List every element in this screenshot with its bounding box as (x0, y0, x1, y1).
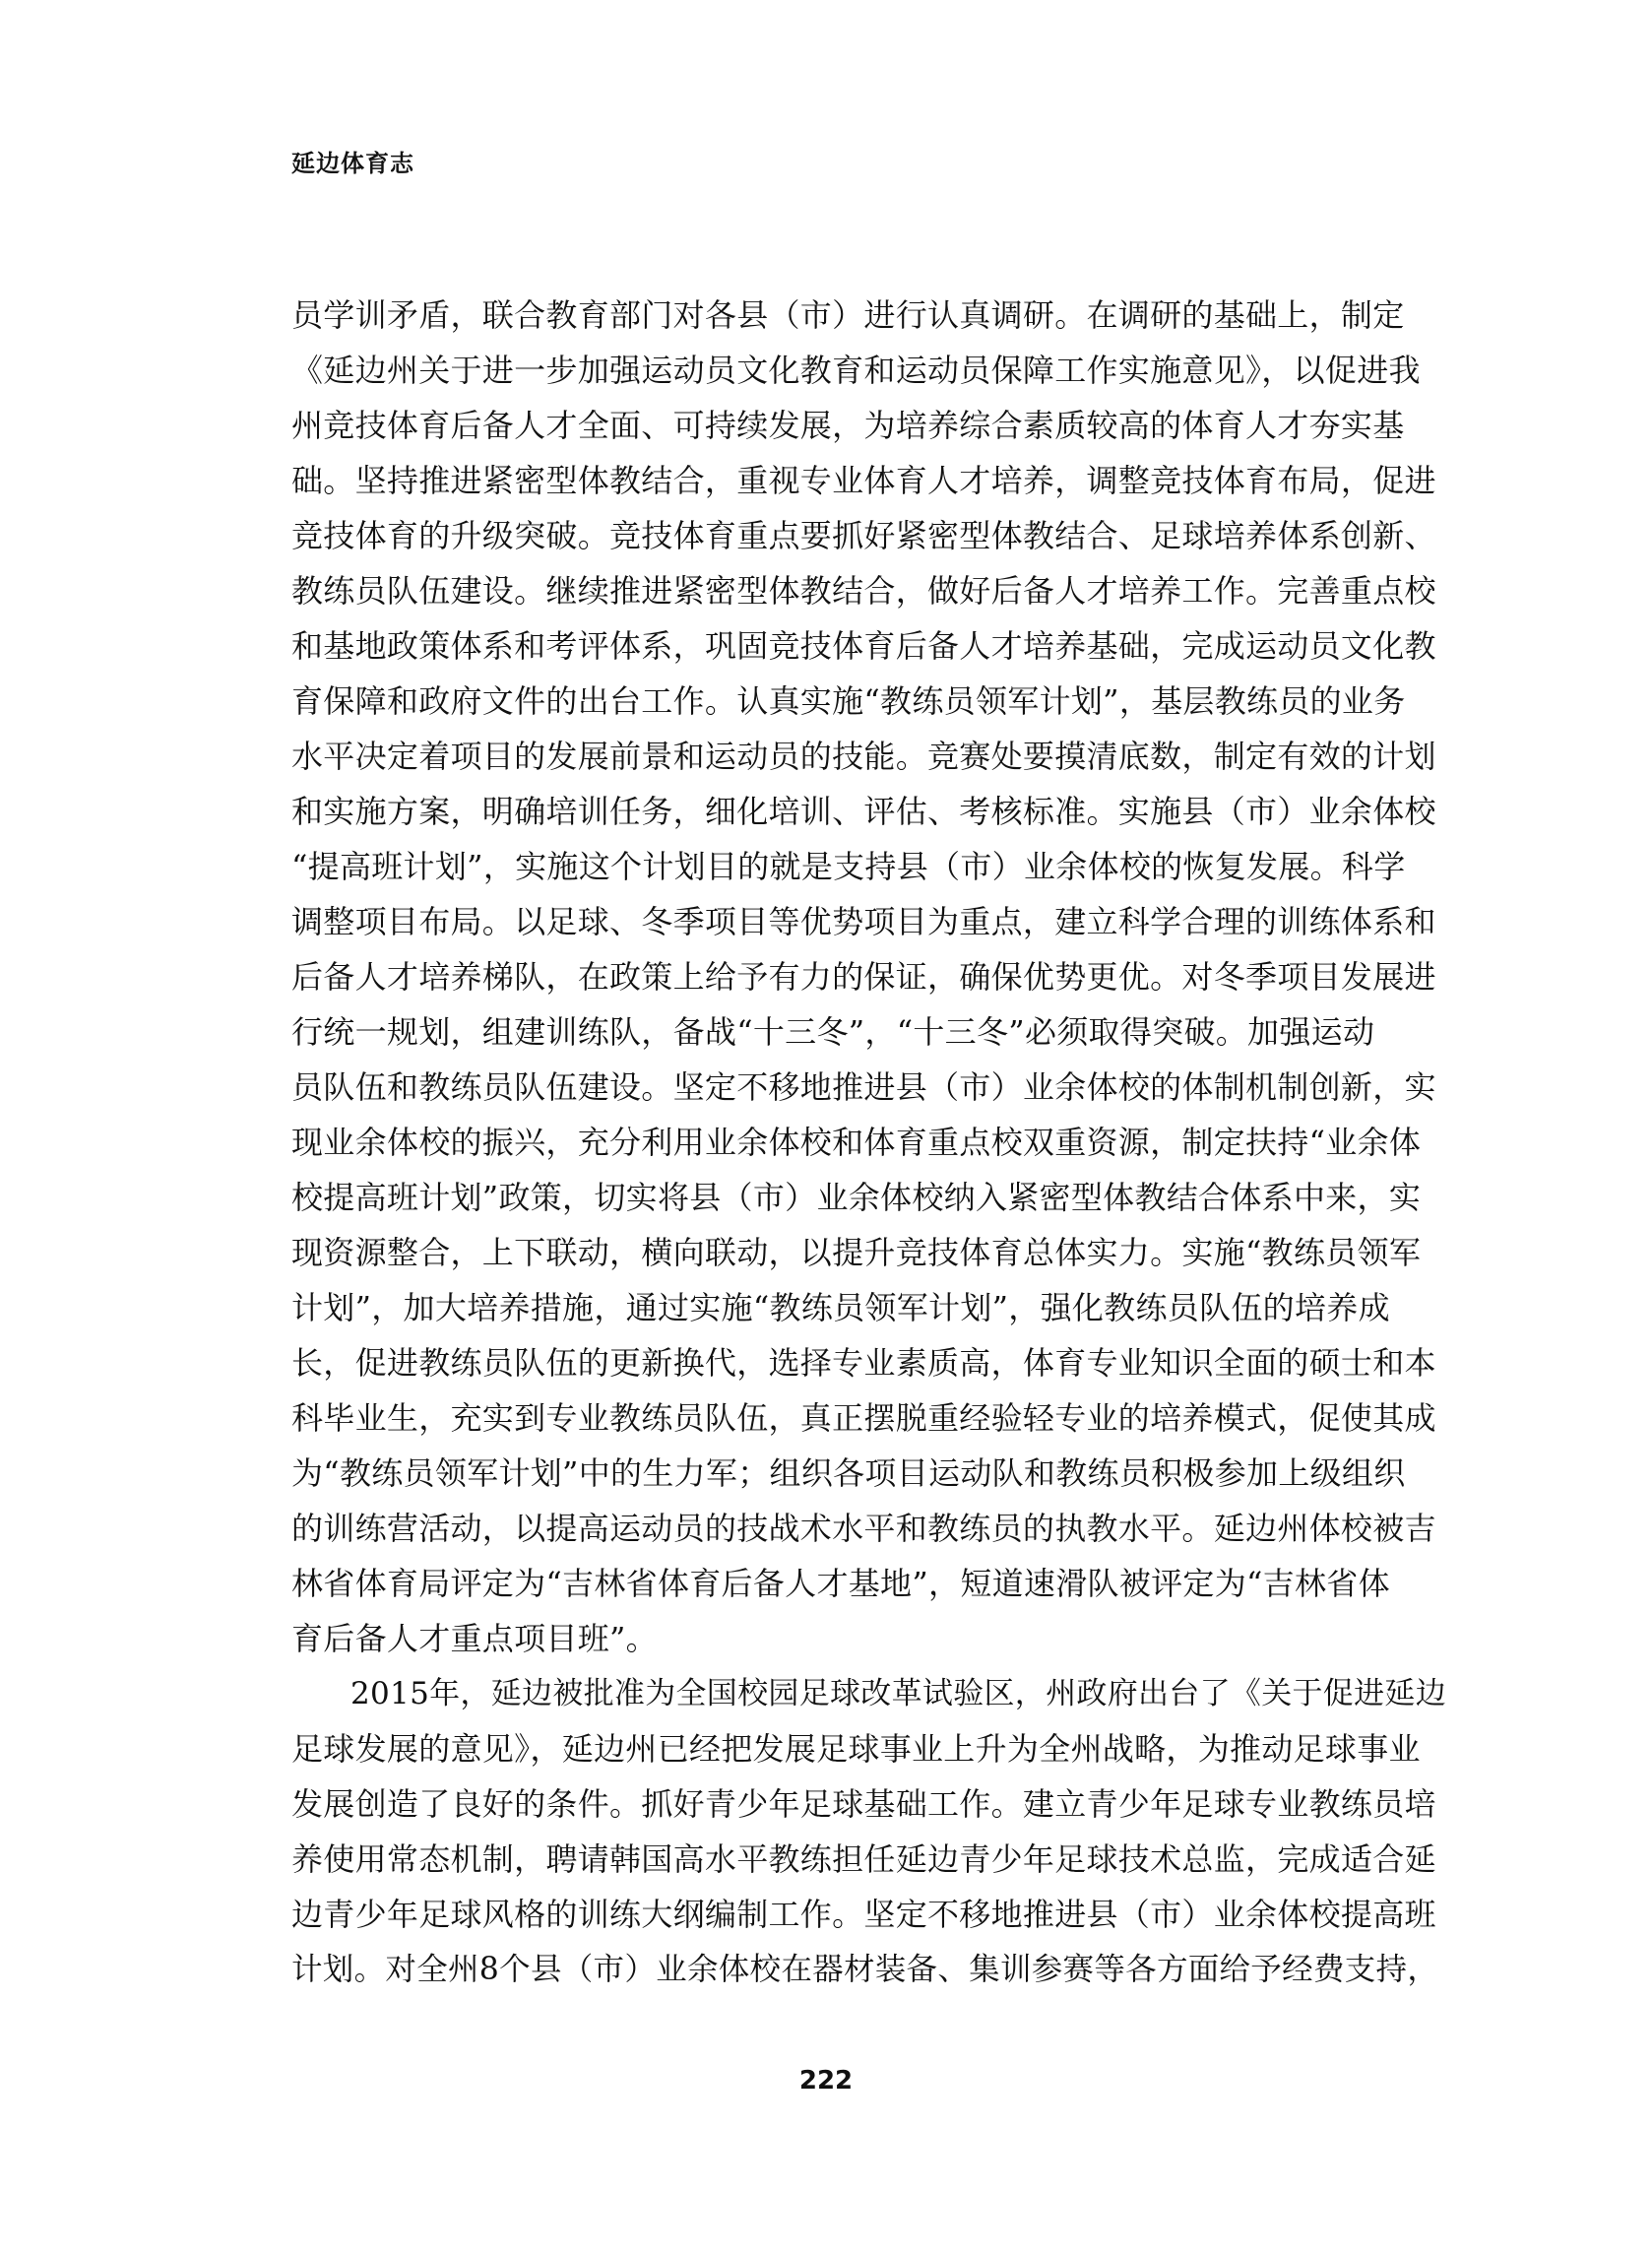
text-line: 调整项目布局。以足球、冬季项目等优势项目为重点，建立科学合理的训练体系和 (291, 903, 1436, 940)
text-line: 养使用常态机制，聘请韩国高水平教练担任延边青少年足球技术总监，完成适合延 (291, 1840, 1436, 1878)
page-number: 222 (798, 2066, 854, 2096)
text-line: 的训练营活动，以提高运动员的技战术水平和教练员的执教水平。延边州体校被吉 (291, 1510, 1436, 1547)
running-header: 延边体育志 (291, 150, 414, 177)
text-line: 校提高班计划”政策，切实将县（市）业余体校纳入紧密型体教结合体系中来，实 (291, 1179, 1422, 1216)
text-line: 边青少年足球风格的训练大纲编制工作。坚定不移地推进县（市）业余体校提高班 (291, 1896, 1436, 1933)
body-text (291, 288, 1453, 1997)
text-line: 现资源整合，上下联动，横向联动，以提升竞技体育总体实力。实施“教练员领军 (291, 1234, 1422, 1271)
text-line: “提高班计划”，实施这个计划目的就是支持县（市）业余体校的恢复发展。科学 (291, 848, 1406, 885)
text-line: 员学训矛盾，联合教育部门对各县（市）进行认真调研。在调研的基础上，制定 (291, 296, 1405, 334)
text-line: 科毕业生，充实到专业教练员队伍，真正摆脱重经验轻专业的培养模式，促使其成 (291, 1399, 1436, 1437)
text-line: 教练员队伍建设。继续推进紧密型体教结合，做好后备人才培养工作。完善重点校 (291, 572, 1436, 610)
text-line: 和实施方案，明确培训任务，细化培训、评估、考核标准。实施县（市）业余体校 (291, 793, 1436, 830)
text-line: 水平决定着项目的发展前景和运动员的技能。竞赛处要摸清底数，制定有效的计划 (291, 738, 1436, 775)
text-line: 林省体育局评定为“吉林省体育后备人才基地”，短道速滑队被评定为“吉林省体 (291, 1565, 1390, 1602)
text-line: 《延边州关于进一步加强运动员文化教育和运动员保障工作实施意见》，以促进我 (291, 352, 1421, 389)
text-line: 竞技体育的升级突破。竞技体育重点要抓好紧密型体教结合、足球培养体系创新、 (291, 517, 1436, 554)
text-line: 育后备人才重点项目班”。 (291, 1620, 658, 1657)
text-line: 行统一规划，组建训练队，备战“十三冬”，“十三冬”必须取得突破。加强运动 (291, 1013, 1375, 1051)
text-line: 为“教练员领军计划”中的生力军；组织各项目运动队和教练员积极参加上级组织 (291, 1454, 1406, 1492)
text-line: 育保障和政府文件的出台工作。认真实施“教练员领军计划”，基层教练员的业务 (291, 682, 1406, 720)
text-line: 发展创造了良好的条件。抓好青少年足球基础工作。建立青少年足球专业教练员培 (291, 1785, 1436, 1823)
text-line: 州竞技体育后备人才全面、可持续发展，为培养综合素质较高的体育人才夯实基 (291, 407, 1405, 444)
text-line: 长，促进教练员队伍的更新换代，选择专业素质高，体育专业知识全面的硕士和本 (291, 1344, 1436, 1382)
text-line: 员队伍和教练员队伍建设。坚定不移地推进县（市）业余体校的体制机制创新，实 (291, 1068, 1436, 1106)
paragraph-start-line: 2015年，延边被批准为全国校园足球改革试验区，州政府出台了《关于促进延边 (350, 1676, 1446, 1711)
text-line: 足球发展的意见》，延边州已经把发展足球事业上升为全州战略，为推动足球事业 (291, 1730, 1421, 1768)
text-line: 础。坚持推进紧密型体教结合，重视专业体育人才培养，调整竞技体育布局，促进 (291, 462, 1436, 499)
text-line: 和基地政策体系和考评体系，巩固竞技体育后备人才培养基础，完成运动员文化教 (291, 627, 1436, 665)
text-line: 现业余体校的振兴，充分利用业余体校和体育重点校双重资源，制定扶持“业余体 (291, 1124, 1422, 1161)
text-line: 后备人才培养梯队，在政策上给予有力的保证，确保优势更优。对冬季项目发展进 (291, 958, 1436, 996)
text-line: 计划。对全州8个县（市）业余体校在器材装备、集训参赛等各方面给予经费支持， (291, 1952, 1439, 1987)
text-line: 计划”，加大培养措施，通过实施“教练员领军计划”，强化教练员队伍的培养成 (291, 1289, 1390, 1326)
